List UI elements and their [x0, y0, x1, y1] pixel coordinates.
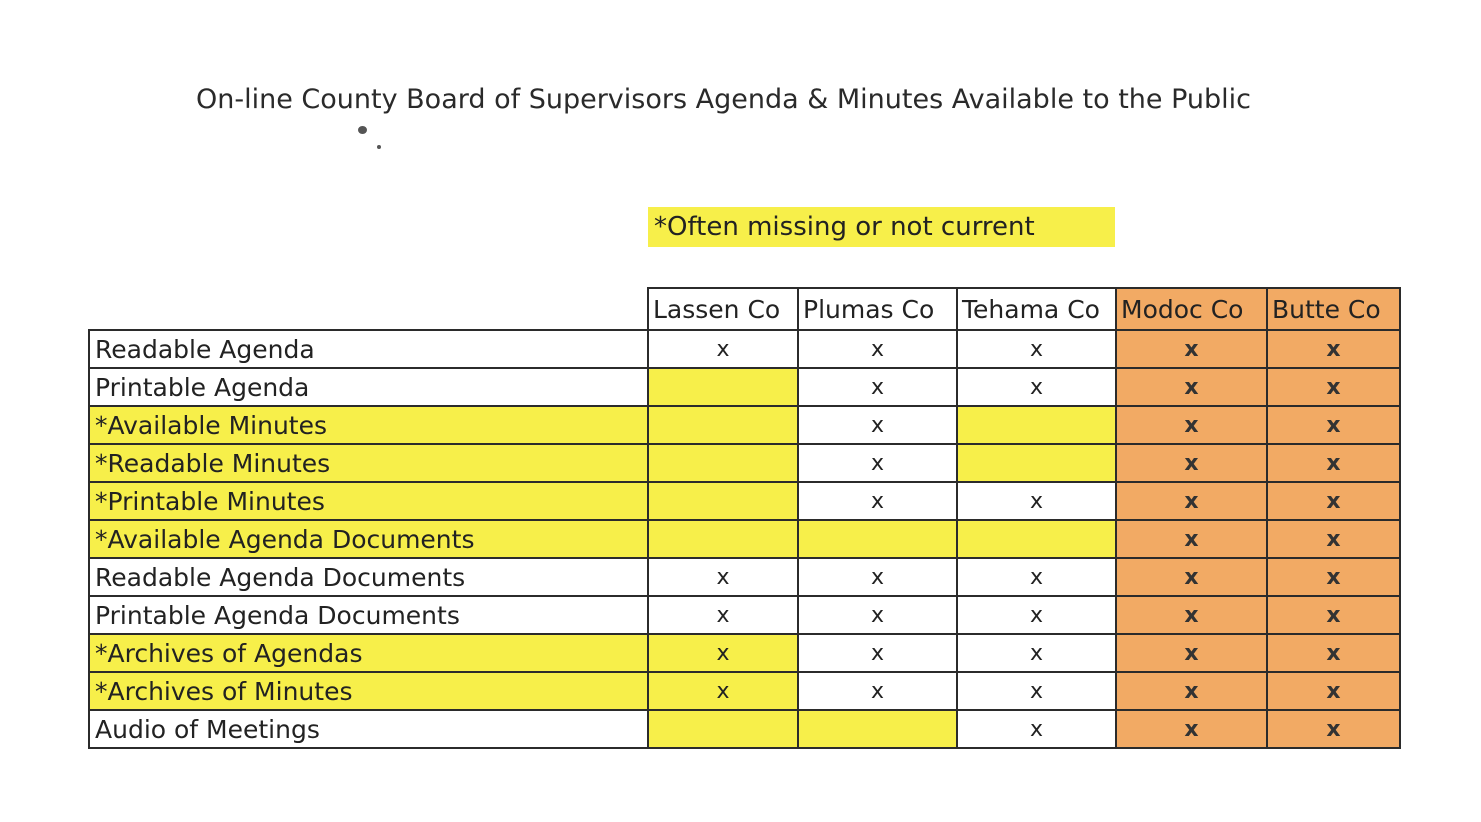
row-label: Printable Agenda	[89, 368, 648, 406]
availability-cell	[798, 520, 957, 558]
availability-cell: x	[1267, 710, 1400, 748]
header-spacer	[89, 288, 648, 330]
page-title: On-line County Board of Supervisors Agenda & Minutes Available to the Public	[196, 84, 1252, 115]
availability-cell: x	[1267, 596, 1400, 634]
availability-cell	[648, 368, 798, 406]
row-label: *Available Minutes	[89, 406, 648, 444]
table-row	[89, 672, 1400, 710]
table-row	[89, 558, 1400, 596]
availability-cell	[957, 406, 1116, 444]
availability-cell: x	[1116, 368, 1267, 406]
row-label: *Available Agenda Documents	[89, 520, 648, 558]
availability-cell	[648, 406, 798, 444]
availability-cell: x	[648, 672, 798, 710]
column-header: Plumas Co	[798, 288, 957, 330]
availability-cell: x	[957, 634, 1116, 672]
availability-cell	[648, 520, 798, 558]
availability-cell	[648, 482, 798, 520]
availability-cell: x	[648, 596, 798, 634]
column-header: Tehama Co	[957, 288, 1116, 330]
column-header: Modoc Co	[1116, 288, 1267, 330]
column-header: Butte Co	[1267, 288, 1400, 330]
availability-cell: x	[957, 558, 1116, 596]
row-label: *Archives of Agendas	[89, 634, 648, 672]
table-row	[89, 596, 1400, 634]
availability-cell: x	[1267, 330, 1400, 368]
table-row	[89, 710, 1400, 748]
availability-cell: x	[1116, 406, 1267, 444]
availability-cell: x	[1116, 710, 1267, 748]
availability-cell	[648, 444, 798, 482]
availability-cell: x	[957, 330, 1116, 368]
availability-cell: x	[1267, 634, 1400, 672]
availability-cell: x	[798, 634, 957, 672]
availability-cell: x	[1267, 520, 1400, 558]
column-header: Lassen Co	[648, 288, 798, 330]
row-label: *Readable Minutes	[89, 444, 648, 482]
scan-speck	[358, 126, 367, 134]
availability-cell: x	[1116, 672, 1267, 710]
availability-cell: x	[1116, 482, 1267, 520]
availability-cell: x	[648, 330, 798, 368]
availability-cell: x	[957, 710, 1116, 748]
row-label: *Archives of Minutes	[89, 672, 648, 710]
availability-cell: x	[798, 482, 957, 520]
availability-cell: x	[1116, 596, 1267, 634]
table-body	[89, 330, 1400, 748]
availability-cell: x	[798, 672, 957, 710]
table-header-row	[89, 288, 1400, 330]
availability-cell: x	[1267, 482, 1400, 520]
availability-cell: x	[957, 482, 1116, 520]
row-label: Readable Agenda Documents	[89, 558, 648, 596]
availability-cell: x	[798, 406, 957, 444]
availability-cell: x	[798, 596, 957, 634]
availability-cell: x	[1116, 330, 1267, 368]
availability-cell: x	[1116, 444, 1267, 482]
row-label: Audio of Meetings	[89, 710, 648, 748]
availability-cell: x	[1267, 558, 1400, 596]
row-label: Readable Agenda	[89, 330, 648, 368]
table-row	[89, 444, 1400, 482]
availability-cell: x	[648, 558, 798, 596]
availability-cell: x	[1116, 520, 1267, 558]
availability-cell	[798, 710, 957, 748]
availability-cell	[648, 710, 798, 748]
availability-cell: x	[798, 368, 957, 406]
availability-cell: x	[1267, 406, 1400, 444]
availability-cell: x	[957, 596, 1116, 634]
availability-cell: x	[957, 368, 1116, 406]
availability-cell: x	[1267, 672, 1400, 710]
availability-cell: x	[1267, 444, 1400, 482]
availability-cell: x	[798, 558, 957, 596]
availability-cell: x	[957, 672, 1116, 710]
row-label: *Printable Minutes	[89, 482, 648, 520]
availability-cell	[957, 520, 1116, 558]
availability-cell	[957, 444, 1116, 482]
table-row	[89, 406, 1400, 444]
table-row	[89, 330, 1400, 368]
legend-note: *Often missing or not current	[648, 207, 1115, 247]
availability-cell: x	[798, 444, 957, 482]
table-row	[89, 368, 1400, 406]
table-row	[89, 520, 1400, 558]
availability-cell: x	[1267, 368, 1400, 406]
scan-speck	[377, 145, 381, 149]
row-label: Printable Agenda Documents	[89, 596, 648, 634]
availability-cell: x	[798, 330, 957, 368]
availability-cell: x	[1116, 634, 1267, 672]
availability-cell: x	[648, 634, 798, 672]
availability-table	[88, 287, 1401, 749]
table-row	[89, 482, 1400, 520]
availability-cell: x	[1116, 558, 1267, 596]
table-row	[89, 634, 1400, 672]
